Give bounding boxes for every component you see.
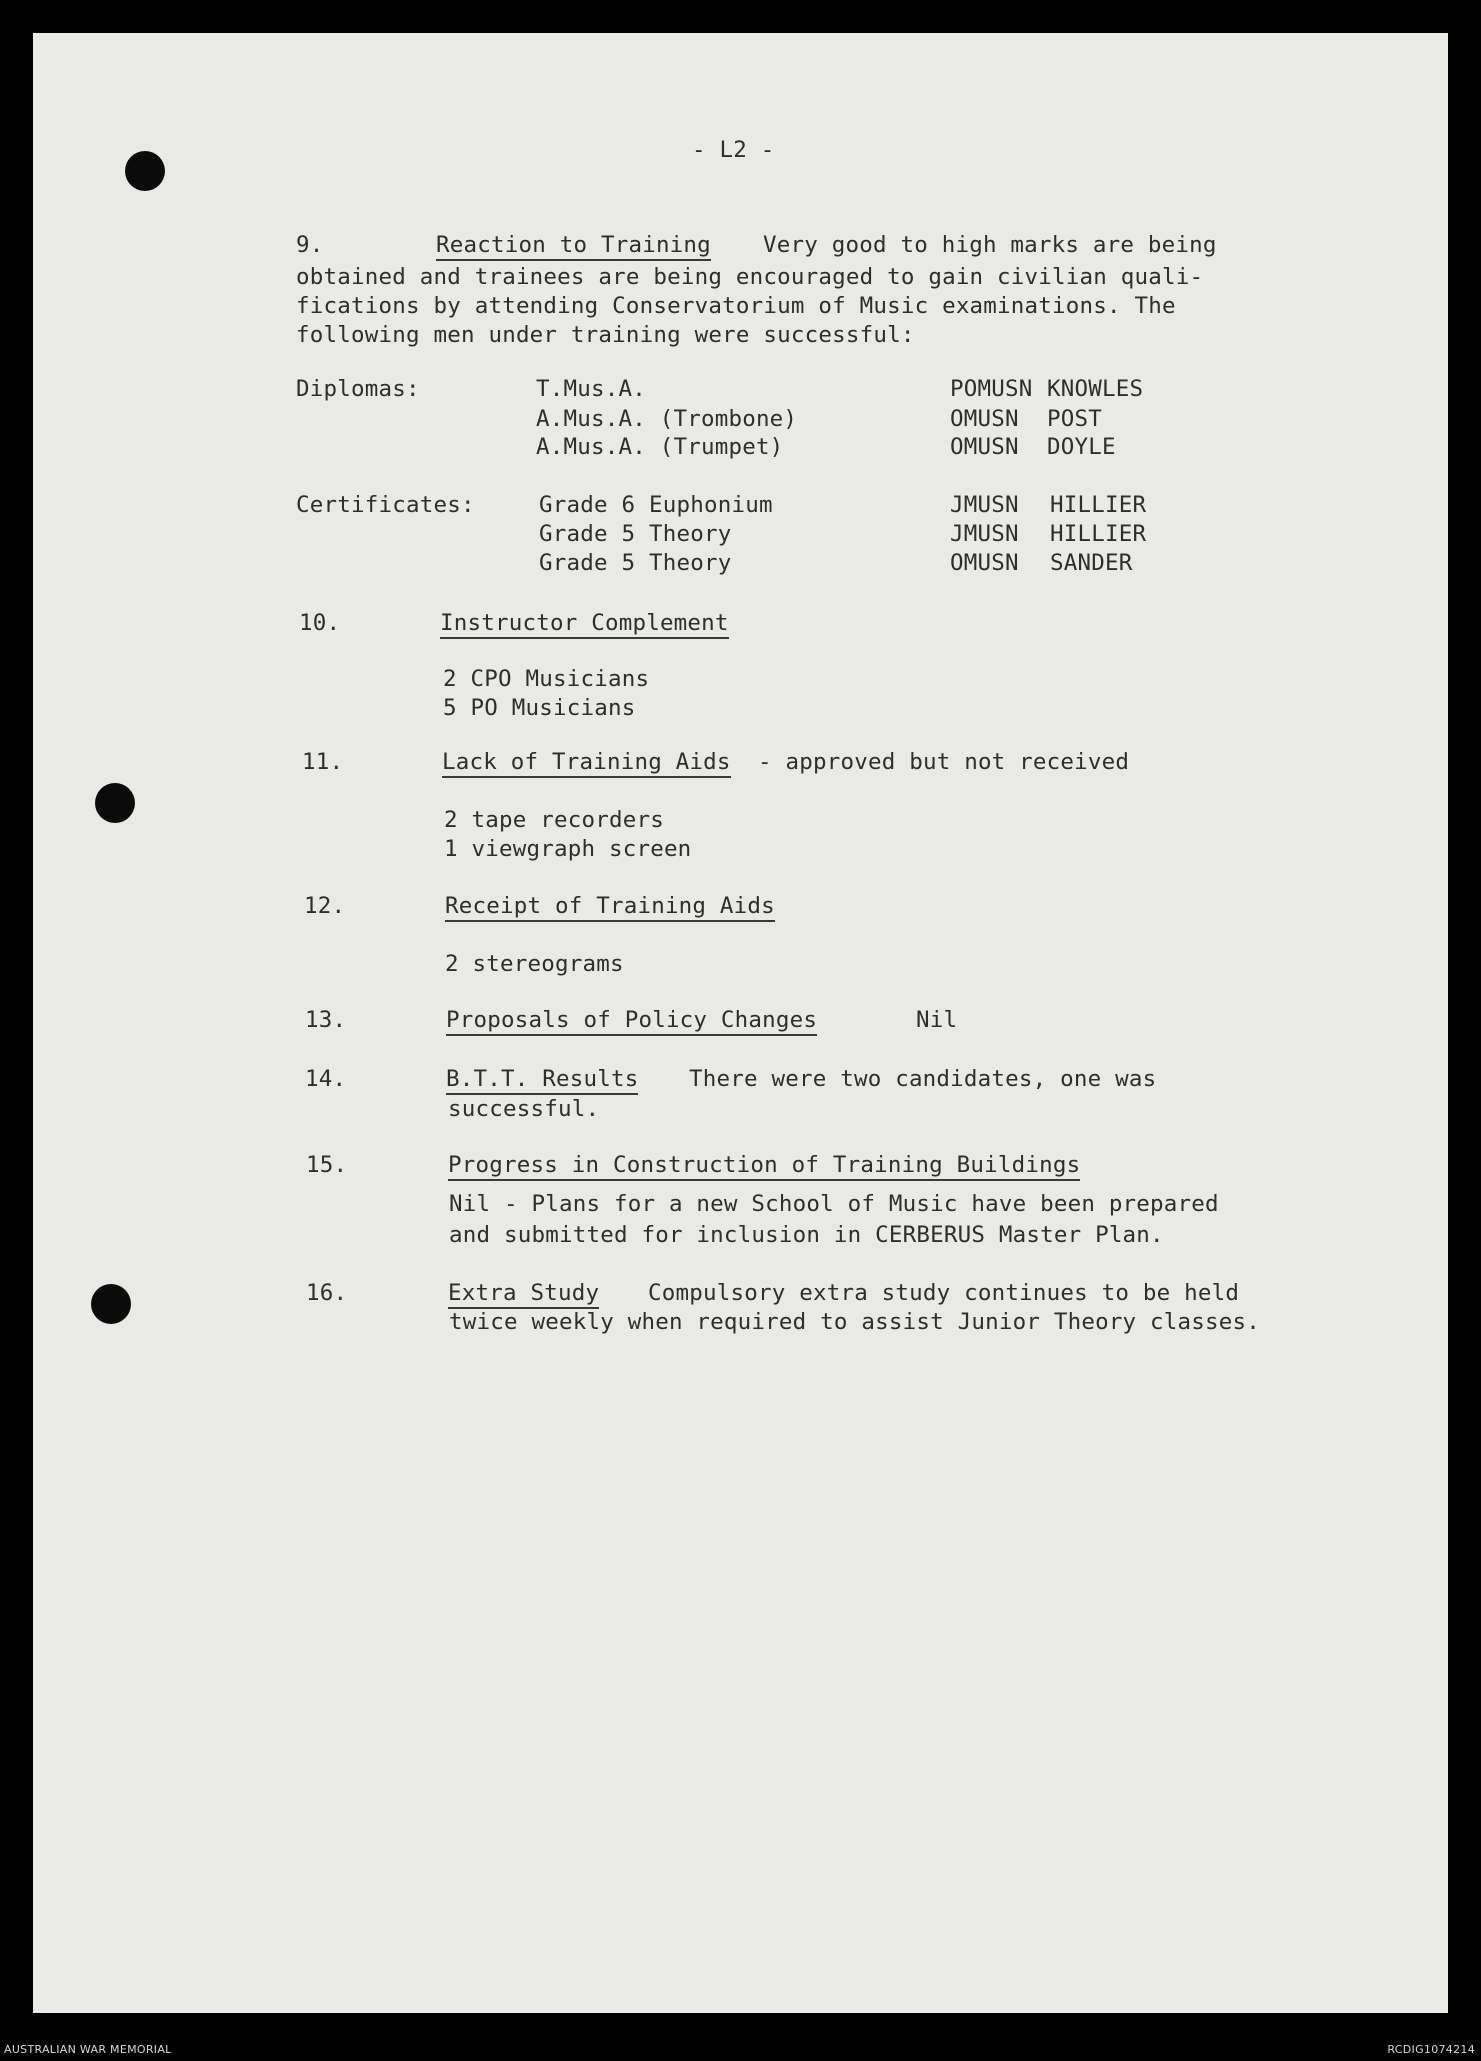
section-14-heading: B.T.T. Results bbox=[446, 1066, 638, 1095]
section-15-text-line: and submitted for inclusion in CERBERUS Master Plan. bbox=[449, 1222, 1164, 1248]
diploma-rank: OMUSN bbox=[950, 406, 1019, 432]
section-16-text-line: Compulsory extra study continues to be held bbox=[648, 1280, 1240, 1306]
section-13-suffix: Nil bbox=[916, 1007, 958, 1033]
diploma-name: DOYLE bbox=[1047, 434, 1116, 460]
section-12-heading: Receipt of Training Aids bbox=[445, 893, 775, 922]
section-9-number: 9. bbox=[296, 232, 324, 258]
page-number: - L2 - bbox=[692, 137, 775, 163]
footer-record-id: RCDIG1074214 bbox=[1387, 2043, 1475, 2056]
section-14-number: 14. bbox=[305, 1066, 347, 1092]
section-9-heading: Reaction to Training bbox=[436, 232, 711, 261]
diploma-qualification: T.Mus.A. bbox=[536, 376, 646, 402]
section-10-item: 2 CPO Musicians bbox=[443, 666, 650, 692]
section-11-suffix: - approved but not received bbox=[758, 749, 1130, 775]
section-12-number: 12. bbox=[304, 893, 346, 919]
certificate-rank: JMUSN bbox=[950, 521, 1019, 547]
section-13-heading: Proposals of Policy Changes bbox=[446, 1007, 817, 1036]
section-12-item: 2 stereograms bbox=[445, 951, 624, 977]
certificate-name: HILLIER bbox=[1050, 492, 1147, 518]
diploma-rank: OMUSN bbox=[950, 434, 1019, 460]
section-11-heading: Lack of Training Aids bbox=[442, 749, 731, 778]
punch-hole bbox=[95, 783, 135, 823]
section-9-text-line: obtained and trainees are being encouraged to gain civilian quali- bbox=[296, 264, 1204, 290]
certificate-qualification: Grade 6 Euphonium bbox=[539, 492, 773, 518]
section-15-number: 15. bbox=[306, 1152, 348, 1178]
certificate-name: SANDER bbox=[1050, 550, 1133, 576]
section-16-text-line: twice weekly when required to assist Junior Theory classes. bbox=[449, 1309, 1261, 1335]
diploma-name: KNOWLES bbox=[1047, 376, 1144, 402]
punch-hole bbox=[125, 151, 165, 191]
section-9-text-line: Very good to high marks are being bbox=[763, 232, 1217, 258]
certificate-name: HILLIER bbox=[1050, 521, 1147, 547]
diploma-qualification: A.Mus.A. (Trombone) bbox=[536, 406, 798, 432]
section-14-text-line: There were two candidates, one was bbox=[689, 1066, 1157, 1092]
punch-hole bbox=[91, 1284, 131, 1324]
diplomas-label: Diplomas: bbox=[296, 376, 420, 402]
section-9-text-line: fications by attending Conservatorium of Music examinations. The bbox=[296, 293, 1176, 319]
section-15-text-line: Nil - Plans for a new School of Music have been prepared bbox=[449, 1191, 1219, 1217]
diploma-name: POST bbox=[1047, 406, 1102, 432]
section-15-heading: Progress in Construction of Training Buildings bbox=[448, 1152, 1080, 1181]
section-11-item: 2 tape recorders bbox=[444, 807, 664, 833]
section-11-number: 11. bbox=[302, 749, 344, 775]
section-16-heading: Extra Study bbox=[448, 1280, 599, 1309]
section-9-text-line: following men under training were successful: bbox=[296, 322, 915, 348]
certificates-label: Certificates: bbox=[296, 492, 475, 518]
section-10-item: 5 PO Musicians bbox=[443, 695, 636, 721]
certificate-qualification: Grade 5 Theory bbox=[539, 521, 732, 547]
section-10-heading: Instructor Complement bbox=[440, 610, 729, 639]
section-14-text-line: successful. bbox=[448, 1096, 600, 1122]
section-10-number: 10. bbox=[299, 610, 341, 636]
certificate-rank: OMUSN bbox=[950, 550, 1019, 576]
certificate-qualification: Grade 5 Theory bbox=[539, 550, 732, 576]
diploma-qualification: A.Mus.A. (Trumpet) bbox=[536, 434, 784, 460]
section-13-number: 13. bbox=[305, 1007, 347, 1033]
section-16-number: 16. bbox=[306, 1280, 348, 1306]
footer-institution: AUSTRALIAN WAR MEMORIAL bbox=[4, 2043, 172, 2056]
certificate-rank: JMUSN bbox=[950, 492, 1019, 518]
section-11-item: 1 viewgraph screen bbox=[444, 836, 692, 862]
diploma-rank: POMUSN bbox=[950, 376, 1033, 402]
